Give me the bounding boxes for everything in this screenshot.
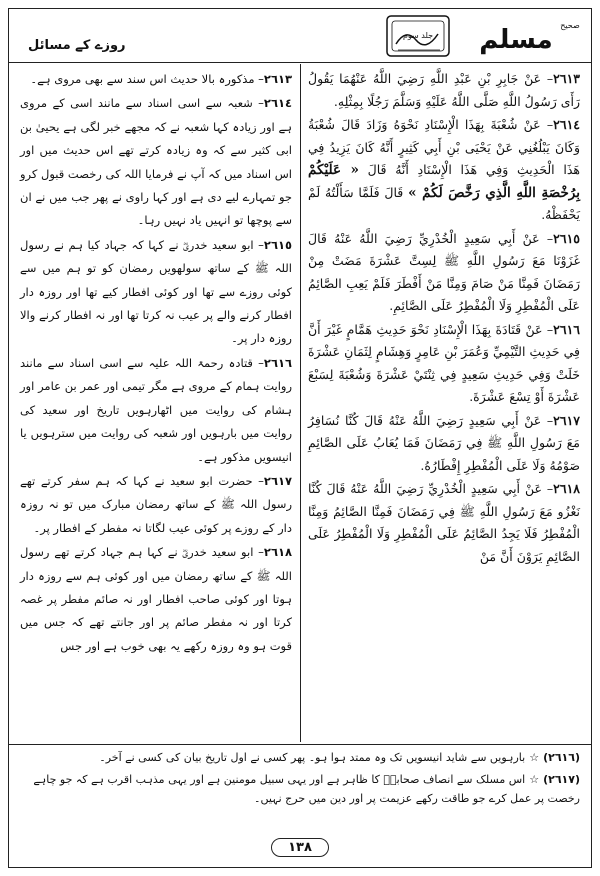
- page-footer: [0, 836, 600, 857]
- hadith-ur-2618: ٢٦١٨– ابو سعید خدریؓ نے کہا ہم جہاد کرتے تھے رسول اللہ ﷺ کے ساتھ رمضان میں اور کوئی ہم سے روزہ دار ہوتا اور کوئی صاحب افطار اور نہ صائم مفطر پر غصہ کرتا اور نہ مفطر صائم پر اور جانتے تھے کہ جس میں قوت ہو وہ روزہ رکھے یہ بھی خوب ہے اور جس: [20, 545, 292, 653]
- page-header: [8, 8, 592, 64]
- urdu-column: [20, 68, 292, 659]
- book-title-logo: [386, 14, 582, 58]
- page-number: ١٣٨: [271, 838, 329, 857]
- volume-label: جلد سوم: [402, 31, 434, 40]
- hadith-ar-2617: ٢٦١٧– عَنْ أَبِي سَعِيدٍ رَضِيَ اللَّهُ عَنْهُ قَالَ كُنَّا نُسَافِرُ مَعَ رَسُولِ اللَّهِ ﷺ فِي رَمَضَانَ فَمَا يُعَابُ عَلَى الصَّائِمِ صَوْمُهُ وَلَا عَلَى الْمُفْطِرِ إِفْطَارُهُ.: [308, 412, 580, 473]
- arabic-column: [308, 68, 580, 569]
- column-divider: [300, 64, 301, 742]
- book-prefix: صحیح: [560, 21, 580, 30]
- footnote-2616: (٢٦١٦)☆بارہویں سے شاید انیسویں تک وہ ممتد ہوا ہو۔ پھر کسی نے اول تاریخ بیان کی کسی نے آخر۔: [99, 751, 580, 764]
- hadith-ar-2618: ٢٦١٨– عَنْ أَبِي سَعِيدٍ الْخُدْرِيِّ رَضِيَ اللَّهُ عَنْهُ قَالَ كُنَّا نَغْزُو مَعَ رَسُولِ اللَّهِ ﷺ فِي رَمَضَانَ فَمِنَّا الصَّائِمُ وَمِنَّا الْمُفْطِرُ فَلَا يَجِدُ الصَّائِمُ عَلَى الْمُفْطِرِ وَلَا الْمُفْطِرُ عَلَى الصَّائِمِ يَرَوْنَ أَنَّ مَنْ: [308, 481, 580, 564]
- book-title: مسلم: [479, 25, 553, 55]
- hadith-ur-2616: ٢٦١٦– قتادہ رحمۃ اللہ علیہ سے اسی اسناد سے مانند روایت ہمام کے مروی ہے مگر تیمی اور عمر بن عامر اور ہشام کی روایت میں اٹھارہویں تاریخ اور سعید کی روایت میں بارہویں اور شعبہ کی روایت میں سترہویں یا انیسویں مذکور ہے۔: [20, 355, 292, 464]
- star-icon: ☆: [529, 773, 540, 786]
- hadith-ar-2613: ٢٦١٣– عَنْ جَابِرِ بْنِ عَبْدِ اللَّهِ رَضِيَ اللَّهُ عَنْهُمَا يَقُولُ رَأَى رَسُولُ اللَّهِ صَلَّى اللَّهُ عَلَيْهِ وَسَلَّمَ رَجُلًا بِمِثْلِهِ.: [308, 71, 580, 109]
- hadith-ar-2616: ٢٦١٦– عَنْ قَتَادَةَ بِهَذَا الْإِسْنَادِ نَحْوَ حَدِيثِ هَمَّامٍ غَيْرَ أَنَّ فِي حَدِيثِ التَّيْمِيِّ وَعُمَرَ بْنِ عَامِرٍ وَهِشَامٍ لِثَمَانِ عَشْرَةَ خَلَتْ وَفِي حَدِيثِ سَعِيدٍ فِي ثِنْتَيْ عَشْرَةَ وَشُعْبَةَ لِسَبْعَ عَشْرَةَ أَوْ تِسْعَ عَشْرَةَ.: [308, 321, 580, 404]
- hadith-ar-2615: ٢٦١٥– عَنْ أَبِي سَعِيدٍ الْخُدْرِيِّ رَضِيَ اللَّهُ عَنْهُ قَالَ غَزَوْنَا مَعَ رَسُولِ اللَّهِ ﷺ لِسِتَّ عَشْرَةَ مَضَتْ مِنْ رَمَضَانَ فَمِنَّا مَنْ صَامَ وَمِنَّا مَنْ أَفْطَرَ فَلَمْ يَعِبِ الصَّائِمُ عَلَى الْمُفْطِرِ وَلَا الْمُفْطِرُ عَلَى الصَّائِمِ.: [308, 230, 580, 313]
- hadith-ur-2614: ٢٦١٤– شعبہ سے اسی اسناد سے مانند اسی کے مروی ہے اور زیادہ کہا شعبہ نے کہ مجھے خبر لگی ہے یحییٰ بن ابی کثیر سے کہ وہ زیادہ کرتے تھے اس حدیث میں اور اس اسناد میں کہ آپ نے فرمایا اللہ کی رخصت قبول کرو جو تمہارے لیے دی ہے اور کہا راوی نے پھر جب میں نے ان سے پوچھا تو انہیں یاد نہیں رہا۔: [19, 96, 292, 228]
- hadith-ur-2613: ٢٦١٣– مذکورہ بالا حدیث اس سند سے بھی مروی ہے۔: [30, 72, 292, 86]
- hadith-ar-2614: ٢٦١٤– عَنْ شُعْبَةَ بِهَذَا الْإِسْنَادِ نَحْوَهُ وَزَادَ قَالَ شُعْبَةُ وَكَانَ يَبْلُغُنِي عَنْ يَحْيَى بْنِ أَبِي كَثِيرٍ أَنَّهُ كَانَ يَزِيدُ فِي هَذَا الْحَدِيثِ وَفِي هَذَا الْإِسْنَادِ أَنَّهُ قَالَ « عَلَيْكُمْ بِرُخْصَةِ اللَّهِ الَّذِي رَخَّصَ لَكُمْ » قَالَ فَلَمَّا سَأَلْتُهُ لَمْ يَحْفَظْهُ.: [308, 117, 580, 222]
- hadith-ur-2617: ٢٦١٧– حضرت ابو سعید نے کہا کہ ہم سفر کرتے تھے رسول اللہ ﷺ کے ساتھ رمضان مبارک میں تو نہ روزہ دار کے روزے پر کوئی عیب لگاتا نہ مفطر کے افطار پر۔: [20, 473, 292, 535]
- footnote-2617: (٢٦١٧)☆اس مسلک سے انصاف صحابہؓ کا ظاہر ہے اور یہی سبیل مومنین ہے اور یہی مذہب اقرب ہے کہ جو چاہے رخصت پر عمل کرے جو طاقت رکھے عزیمت پر اور دین میں حرج نہیں۔: [33, 773, 580, 805]
- notes-rule: [8, 744, 592, 745]
- footnotes: [20, 748, 580, 811]
- running-title: روزے کے مسائل: [28, 38, 126, 53]
- hadith-ur-2615: ٢٦١٥– ابو سعید خدریؓ نے کہا کہ جہاد کیا ہم نے رسول اللہ ﷺ کے ساتھ سولھویں رمضان کو تو ہم میں سے کوئی روزے سے تھا اور کوئی افطار کیے تھا اور روزہ دار افطار کرنے والے پر عیب نہ کرتا تھا اور نہ افطار کرنے والا روزہ دار پر۔: [20, 237, 292, 346]
- header-rule: [8, 62, 592, 63]
- star-icon: ☆: [529, 751, 540, 764]
